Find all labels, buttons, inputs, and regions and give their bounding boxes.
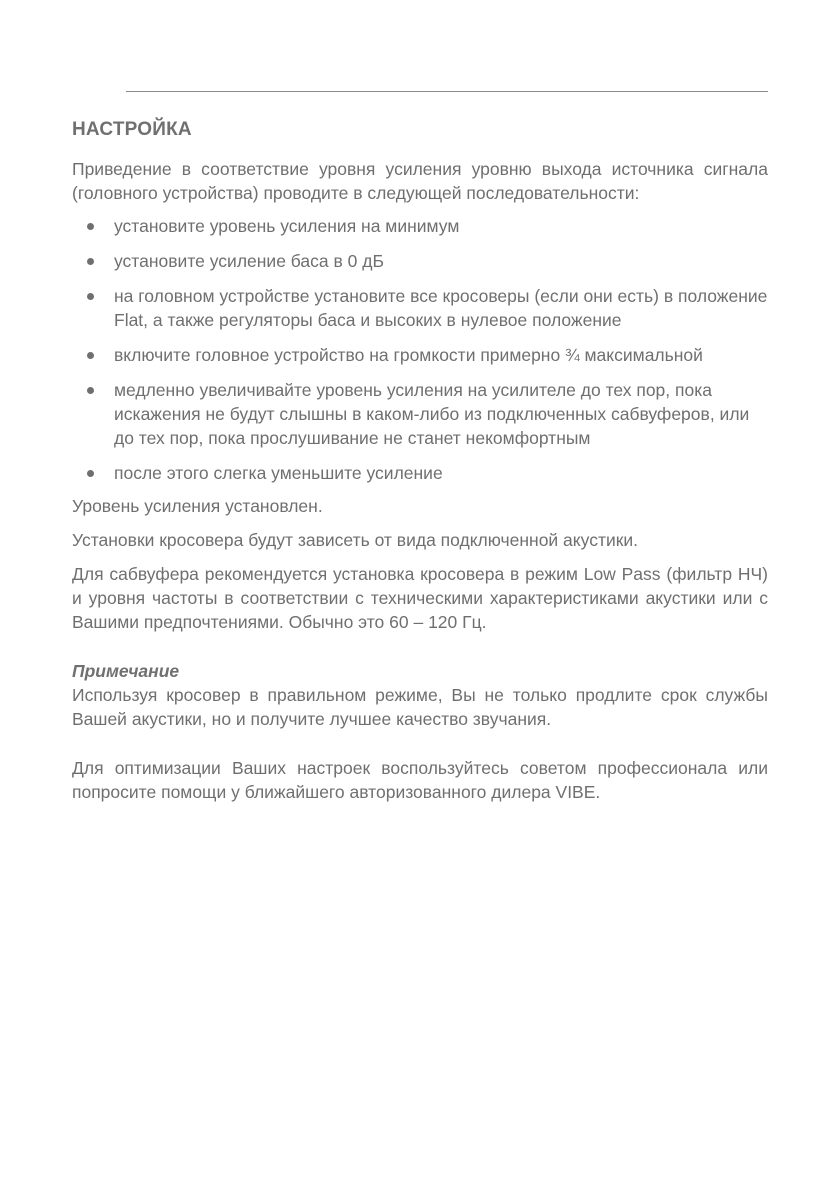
crossover-paragraph: Установки кросовера будут зависеть от вида подключенной акустики.	[72, 530, 639, 550]
list-item	[72, 214, 768, 238]
step-text: медленно увеличивайте уровень усиления на усилителе до тех пор, пока искажения не будут слышны в каком-либо из подключенных сабвуферов, или до тех пор, пока прослушивание не станет некомфортным	[114, 380, 750, 448]
page-content	[72, 157, 768, 804]
bullet-icon	[87, 352, 94, 359]
bullet-icon	[87, 223, 94, 230]
steps-list	[72, 214, 768, 485]
bullet-icon	[87, 293, 94, 300]
subwoofer-paragraph: Для сабвуфера рекомендуется установка кросовера в режим Low Pass (фильтр НЧ) и уровня частоты в соответствии с техническими характеристиками акустики или с Вашими предпочтениями. Обычно это 60 – 120 Гц.	[72, 564, 768, 632]
bullet-icon	[87, 387, 94, 394]
header-rule	[126, 91, 768, 92]
step-text: включите головное устройство на громкости примерно ¾ максимальной	[114, 345, 703, 365]
list-item	[72, 284, 768, 332]
step-text: установите уровень усиления на минимум	[114, 216, 460, 236]
list-item	[72, 343, 768, 367]
note-paragraph: Используя кросовер в правильном режиме, Вы не только продлите срок службы Вашей акустики, но и получите лучшее качество звучания.	[72, 685, 768, 729]
bullet-icon	[87, 470, 94, 477]
note-title: Примечание	[72, 661, 180, 681]
list-item	[72, 249, 768, 273]
advice-paragraph: Для оптимизации Ваших настроек воспользуйтесь советом профессионала или попросите помощи у ближайшего авторизованного дилера VIBE.	[72, 758, 768, 802]
step-text: установите усиление баса в 0 дБ	[114, 251, 384, 271]
gain-set-paragraph: Уровень усиления установлен.	[72, 496, 323, 516]
list-item	[72, 378, 768, 450]
section-heading: НАСТРОЙКА	[72, 119, 192, 140]
list-item	[72, 461, 768, 485]
step-text: после этого слегка уменьшите усиление	[114, 463, 443, 483]
intro-paragraph: Приведение в соответствие уровня усиления уровню выхода источника сигнала (головного устройства) проводите в следующей последовательности:	[72, 159, 768, 203]
step-text: на головном устройстве установите все кросоверы (если они есть) в положение Flat, а также регуляторы баса и высоких в нулевое положение	[114, 286, 768, 330]
bullet-icon	[87, 258, 94, 265]
